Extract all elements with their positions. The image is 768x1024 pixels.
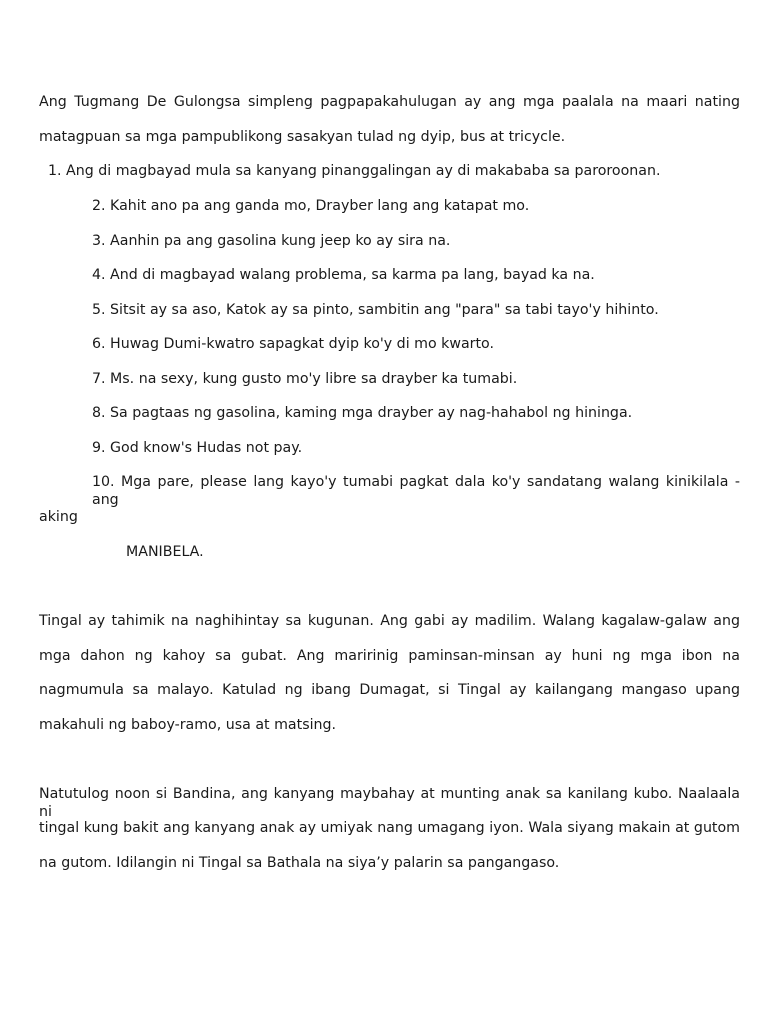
list-item-10-end: MANIBELA. [126, 544, 204, 560]
paragraph-2-line-3: na gutom. Idilangin ni Tingal sa Bathala na siya’y palarin sa pangangaso. [39, 855, 560, 871]
paragraph-1-line-2: mga dahon ng kahoy sa gubat. Ang maririnig paminsan-minsan ay huni ng mga ibon na [39, 648, 740, 664]
list-item-3: 3. Aanhin pa ang gasolina kung jeep ko ay sira na. [92, 233, 451, 249]
list-item-8: 8. Sa pagtaas ng gasolina, kaming mga drayber ay nag-hahabol ng hininga. [92, 405, 633, 421]
paragraph-1-line-4: makahuli ng baboy-ramo, usa at matsing. [39, 717, 337, 733]
list-item-10-continuation: aking [39, 509, 78, 525]
list-item-4: 4. And di magbayad walang problema, sa karma pa lang, bayad ka na. [92, 267, 595, 283]
paragraph-2-line-2: tingal kung bakit ang kanyang anak ay umiyak nang umagang iyon. Wala siyang makain at gutom [39, 820, 740, 836]
list-item-7: 7. Ms. na sexy, kung gusto mo'y libre sa drayber ka tumabi. [92, 371, 518, 387]
list-item-10: 10. Mga pare, please lang kayo'y tumabi pagkat dala ko'y sandatang walang kinikilala - ang [92, 474, 740, 508]
paragraph-1-line-1: Tingal ay tahimik na naghihintay sa kugunan. Ang gabi ay madilim. Walang kagalaw-galaw ang [39, 613, 740, 629]
list-item-6: 6. Huwag Dumi-kwatro sapagkat dyip ko'y di mo kwarto. [92, 336, 495, 352]
list-item-5: 5. Sitsit ay sa aso, Katok ay sa pinto, sambitin ang "para" sa tabi tayo'y hihinto. [92, 302, 659, 318]
paragraph-1-line-3: nagmumula sa malayo. Katulad ng ibang Dumagat, si Tingal ay kailangang mangaso upang [39, 682, 740, 698]
list-item-9: 9. God know's Hudas not pay. [92, 440, 303, 456]
paragraph-2-line-1: Natutulog noon si Bandina, ang kanyang maybahay at munting anak sa kanilang kubo. Naalaala ni [39, 786, 740, 820]
list-item-1: 1. Ang di magbayad mula sa kanyang pinanggalingan ay di makababa sa paroroonan. [48, 163, 661, 179]
list-item-2: 2. Kahit ano pa ang ganda mo, Drayber lang ang katapat mo. [92, 198, 530, 214]
intro-line-2: matagpuan sa mga pampublikong sasakyan tulad ng dyip, bus at tricycle. [39, 129, 566, 145]
intro-line-1: Ang Tugmang De Gulongsa simpleng pagpapakahulugan ay ang mga paalala na maari nating [39, 94, 740, 110]
